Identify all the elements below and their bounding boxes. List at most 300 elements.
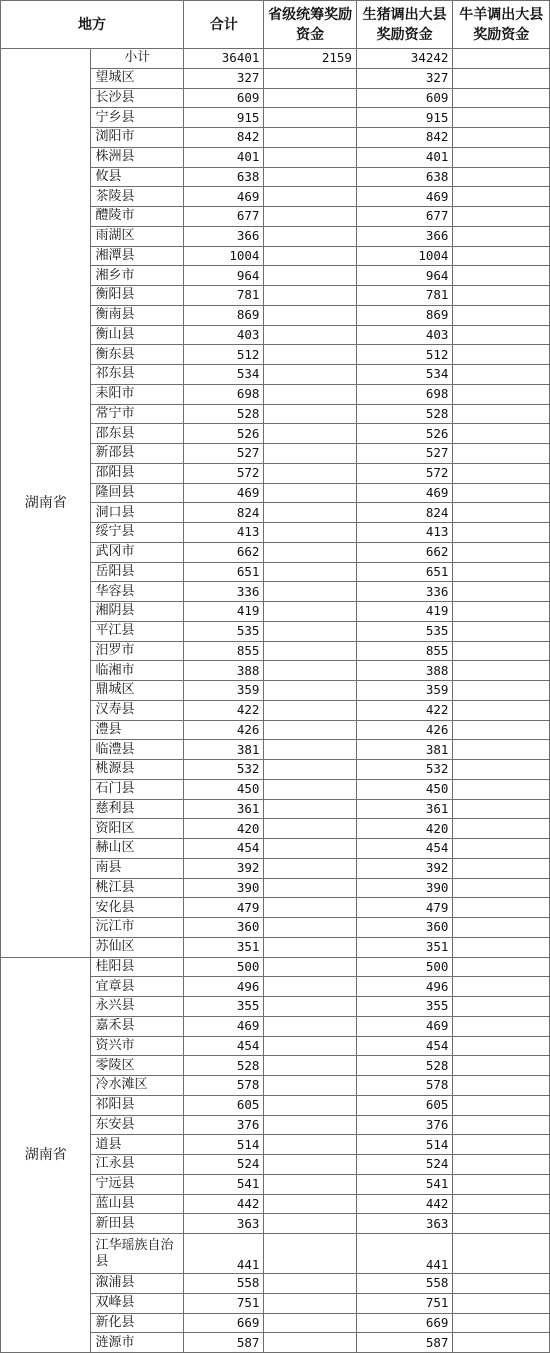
pig-cell: 454: [356, 1036, 453, 1056]
total-cell: 413: [183, 523, 263, 543]
cattle-cell: [453, 1234, 550, 1274]
provincial-cell: [264, 365, 357, 385]
county-name: 衡东县: [91, 345, 184, 365]
provincial-cell: [264, 1036, 357, 1056]
county-name: 雨湖区: [91, 226, 184, 246]
total-cell: 363: [183, 1214, 263, 1234]
pig-cell: 366: [356, 226, 453, 246]
county-name: 嘉禾县: [91, 1016, 184, 1036]
cattle-cell: [453, 88, 550, 108]
county-name: 资阳区: [91, 819, 184, 839]
total-cell: 534: [183, 365, 263, 385]
county-name: 东安县: [91, 1115, 184, 1135]
provincial-cell: [264, 898, 357, 918]
pig-cell: 528: [356, 404, 453, 424]
total-cell: 638: [183, 167, 263, 187]
provincial-cell: [264, 384, 357, 404]
cattle-cell: [453, 226, 550, 246]
cattle-cell: [453, 681, 550, 701]
total-cell: 361: [183, 799, 263, 819]
cattle-cell: [453, 977, 550, 997]
total-cell: 651: [183, 562, 263, 582]
county-name: 邵阳县: [91, 463, 184, 483]
county-name: 安化县: [91, 898, 184, 918]
subtotal-row: [1, 49, 550, 69]
cattle-cell: [453, 542, 550, 562]
pig-cell: 413: [356, 523, 453, 543]
cattle-cell: [453, 582, 550, 602]
county-name: 浏阳市: [91, 128, 184, 148]
provincial-cell: [264, 88, 357, 108]
total-cell: 469: [183, 187, 263, 207]
county-name: 慈利县: [91, 799, 184, 819]
county-name: 宁乡县: [91, 108, 184, 128]
pig-cell: 558: [356, 1274, 453, 1294]
county-name: 桂阳县: [91, 957, 184, 977]
pig-cell: 441: [356, 1234, 453, 1274]
total-cell: 855: [183, 641, 263, 661]
pig-cell: 426: [356, 720, 453, 740]
cattle-cell: [453, 1056, 550, 1076]
cattle-cell: [453, 246, 550, 266]
cattle-cell: [453, 937, 550, 957]
county-name: 湘阴县: [91, 602, 184, 622]
total-cell: 751: [183, 1293, 263, 1313]
pig-cell: 512: [356, 345, 453, 365]
province-cell: 湖南省: [1, 957, 91, 1353]
cattle-cell: [453, 1293, 550, 1313]
county-name: 沅江市: [91, 918, 184, 938]
cattle-cell: [453, 266, 550, 286]
county-name: 永兴县: [91, 997, 184, 1017]
table-body: [1, 49, 550, 1353]
pig-cell: 361: [356, 799, 453, 819]
total-cell: 572: [183, 463, 263, 483]
provincial-cell: [264, 1115, 357, 1135]
cattle-cell: [453, 463, 550, 483]
total-cell: 441: [183, 1234, 263, 1274]
total-cell: 426: [183, 720, 263, 740]
cattle-cell: [453, 207, 550, 227]
total-cell: 514: [183, 1135, 263, 1155]
pig-cell: 869: [356, 305, 453, 325]
provincial-cell: [264, 858, 357, 878]
pig-cell: 401: [356, 147, 453, 167]
provincial-cell: [264, 1155, 357, 1175]
provincial-cell: [264, 740, 357, 760]
county-name: 江永县: [91, 1155, 184, 1175]
cattle-cell: [453, 1095, 550, 1115]
provincial-cell: [264, 641, 357, 661]
pig-cell: 532: [356, 760, 453, 780]
cattle-cell: [453, 779, 550, 799]
total-cell: 527: [183, 444, 263, 464]
pig-cell: 479: [356, 898, 453, 918]
provincial-cell: [264, 661, 357, 681]
table-row: [1, 957, 550, 977]
county-name: 醴陵市: [91, 207, 184, 227]
cattle-cell: [453, 68, 550, 88]
provincial-cell: [264, 305, 357, 325]
pig-cell: 526: [356, 424, 453, 444]
header-region: 地方: [1, 1, 184, 49]
pig-cell: 514: [356, 1135, 453, 1155]
provincial-cell: [264, 246, 357, 266]
cattle-cell: [453, 1135, 550, 1155]
total-cell: 469: [183, 483, 263, 503]
county-name: 冷水滩区: [91, 1076, 184, 1096]
cattle-cell: [453, 424, 550, 444]
pig-cell: 528: [356, 1056, 453, 1076]
provincial-cell: [264, 1056, 357, 1076]
header-total: 合计: [183, 1, 263, 49]
cattle-cell: [453, 997, 550, 1017]
total-cell: 403: [183, 325, 263, 345]
county-name: 零陵区: [91, 1056, 184, 1076]
pig-cell: 390: [356, 878, 453, 898]
provincial-cell: [264, 424, 357, 444]
county-name: 澧县: [91, 720, 184, 740]
provincial-cell: [264, 799, 357, 819]
county-name: 新化县: [91, 1313, 184, 1333]
cattle-cell: [453, 1016, 550, 1036]
total-cell: 496: [183, 977, 263, 997]
cattle-cell: [453, 957, 550, 977]
total-cell: 541: [183, 1174, 263, 1194]
provincial-cell: [264, 207, 357, 227]
total-cell: 401: [183, 147, 263, 167]
pig-cell: 420: [356, 819, 453, 839]
pig-cell: 698: [356, 384, 453, 404]
provincial-cell: [264, 839, 357, 859]
pig-cell: 469: [356, 1016, 453, 1036]
county-name: 蓝山县: [91, 1194, 184, 1214]
provincial-cell: [264, 977, 357, 997]
total-cell: 535: [183, 621, 263, 641]
pig-cell: 638: [356, 167, 453, 187]
county-name: 耒阳市: [91, 384, 184, 404]
cattle-cell: [453, 523, 550, 543]
total-cell: 355: [183, 997, 263, 1017]
header-provincial: 省级统筹奖励资金: [264, 1, 357, 49]
province-cell: 湖南省: [1, 49, 91, 958]
total-cell: 662: [183, 542, 263, 562]
provincial-cell: [264, 957, 357, 977]
pig-cell: 855: [356, 641, 453, 661]
county-name: 湘乡市: [91, 266, 184, 286]
pig-cell: 915: [356, 108, 453, 128]
total-cell: 454: [183, 839, 263, 859]
total-cell: 388: [183, 661, 263, 681]
cattle-cell: [453, 187, 550, 207]
county-name: 南县: [91, 858, 184, 878]
county-name: 祁东县: [91, 365, 184, 385]
provincial-cell: [264, 404, 357, 424]
subtotal-label: 小计: [91, 49, 184, 69]
total-cell: 528: [183, 404, 263, 424]
pig-cell: 388: [356, 661, 453, 681]
total-cell: 558: [183, 1274, 263, 1294]
provincial-cell: [264, 602, 357, 622]
pig-cell: 392: [356, 858, 453, 878]
cattle-cell: [453, 108, 550, 128]
total-cell: 469: [183, 1016, 263, 1036]
total-cell: 532: [183, 760, 263, 780]
cattle-cell: [453, 878, 550, 898]
total-cell: 824: [183, 503, 263, 523]
pig-cell: 662: [356, 542, 453, 562]
total-cell: 36401: [183, 49, 263, 69]
pig-cell: 677: [356, 207, 453, 227]
pig-cell: 419: [356, 602, 453, 622]
pig-cell: 587: [356, 1333, 453, 1353]
county-name: 岳阳县: [91, 562, 184, 582]
county-name: 双峰县: [91, 1293, 184, 1313]
county-name: 隆回县: [91, 483, 184, 503]
provincial-cell: [264, 483, 357, 503]
total-cell: 392: [183, 858, 263, 878]
total-cell: 781: [183, 286, 263, 306]
cattle-cell: [453, 621, 550, 641]
cattle-cell: [453, 345, 550, 365]
provincial-cell: [264, 1333, 357, 1353]
county-name: 湘潭县: [91, 246, 184, 266]
cattle-cell: [453, 1036, 550, 1056]
provincial-cell: [264, 1234, 357, 1274]
total-cell: 442: [183, 1194, 263, 1214]
cattle-cell: [453, 1194, 550, 1214]
pig-cell: 355: [356, 997, 453, 1017]
cattle-cell: [453, 1274, 550, 1294]
header-cattle: 牛羊调出大县奖励资金: [453, 1, 550, 49]
cattle-cell: [453, 1174, 550, 1194]
county-name: 衡山县: [91, 325, 184, 345]
cattle-cell: [453, 602, 550, 622]
cattle-cell: [453, 483, 550, 503]
total-cell: 479: [183, 898, 263, 918]
cattle-cell: [453, 384, 550, 404]
provincial-cell: [264, 542, 357, 562]
provincial-cell: [264, 1194, 357, 1214]
total-cell: 366: [183, 226, 263, 246]
provincial-cell: [264, 128, 357, 148]
total-cell: 524: [183, 1155, 263, 1175]
pig-cell: 469: [356, 483, 453, 503]
county-name: 祁阳县: [91, 1095, 184, 1115]
total-cell: 327: [183, 68, 263, 88]
total-cell: 677: [183, 207, 263, 227]
pig-cell: 376: [356, 1115, 453, 1135]
total-cell: 512: [183, 345, 263, 365]
pig-cell: 469: [356, 187, 453, 207]
county-name: 汨罗市: [91, 641, 184, 661]
cattle-cell: [453, 562, 550, 582]
total-cell: 869: [183, 305, 263, 325]
county-name: 长沙县: [91, 88, 184, 108]
county-name: 石门县: [91, 779, 184, 799]
provincial-cell: [264, 1214, 357, 1234]
county-name: 邵东县: [91, 424, 184, 444]
cattle-cell: [453, 819, 550, 839]
provincial-cell: [264, 444, 357, 464]
cattle-cell: [453, 760, 550, 780]
pig-cell: 534: [356, 365, 453, 385]
total-cell: 336: [183, 582, 263, 602]
pig-cell: 359: [356, 681, 453, 701]
total-cell: 419: [183, 602, 263, 622]
pig-cell: 669: [356, 1313, 453, 1333]
pig-cell: 496: [356, 977, 453, 997]
pig-cell: 327: [356, 68, 453, 88]
county-name: 鼎城区: [91, 681, 184, 701]
cattle-cell: [453, 700, 550, 720]
cattle-cell: [453, 641, 550, 661]
provincial-cell: [264, 503, 357, 523]
county-name: 桃江县: [91, 878, 184, 898]
cattle-cell: [453, 1313, 550, 1333]
county-name: 衡南县: [91, 305, 184, 325]
county-name: 宜章县: [91, 977, 184, 997]
county-name: 平江县: [91, 621, 184, 641]
provincial-cell: [264, 819, 357, 839]
header-pig: 生猪调出大县奖励资金: [356, 1, 453, 49]
total-cell: 360: [183, 918, 263, 938]
county-name: 溆浦县: [91, 1274, 184, 1294]
pig-cell: 524: [356, 1155, 453, 1175]
total-cell: 528: [183, 1056, 263, 1076]
provincial-cell: [264, 167, 357, 187]
county-name: 衡阳县: [91, 286, 184, 306]
county-name: 常宁市: [91, 404, 184, 424]
provincial-cell: [264, 1174, 357, 1194]
provincial-cell: [264, 562, 357, 582]
total-cell: 454: [183, 1036, 263, 1056]
provincial-cell: [264, 1313, 357, 1333]
cattle-cell: [453, 898, 550, 918]
county-name: 株洲县: [91, 147, 184, 167]
total-cell: 842: [183, 128, 263, 148]
provincial-cell: [264, 68, 357, 88]
county-name: 桃源县: [91, 760, 184, 780]
cattle-cell: [453, 305, 550, 325]
provincial-cell: [264, 286, 357, 306]
pig-cell: 541: [356, 1174, 453, 1194]
provincial-cell: [264, 147, 357, 167]
provincial-cell: [264, 621, 357, 641]
provincial-cell: 2159: [264, 49, 357, 69]
pig-cell: 500: [356, 957, 453, 977]
provincial-cell: [264, 523, 357, 543]
total-cell: 422: [183, 700, 263, 720]
county-name: 资兴市: [91, 1036, 184, 1056]
pig-cell: 824: [356, 503, 453, 523]
provincial-cell: [264, 1135, 357, 1155]
county-name: 新邵县: [91, 444, 184, 464]
total-cell: 609: [183, 88, 263, 108]
cattle-cell: [453, 404, 550, 424]
county-name: 道县: [91, 1135, 184, 1155]
provincial-cell: [264, 681, 357, 701]
cattle-cell: [453, 365, 550, 385]
header-row: [1, 1, 550, 49]
provincial-cell: [264, 1293, 357, 1313]
provincial-cell: [264, 325, 357, 345]
total-cell: 964: [183, 266, 263, 286]
provincial-cell: [264, 918, 357, 938]
total-cell: 526: [183, 424, 263, 444]
cattle-cell: [453, 128, 550, 148]
total-cell: 587: [183, 1333, 263, 1353]
provincial-cell: [264, 878, 357, 898]
pig-cell: 442: [356, 1194, 453, 1214]
cattle-cell: [453, 1076, 550, 1096]
total-cell: 915: [183, 108, 263, 128]
county-name: 汉寿县: [91, 700, 184, 720]
provincial-cell: [264, 700, 357, 720]
pig-cell: 609: [356, 88, 453, 108]
pig-cell: 781: [356, 286, 453, 306]
provincial-cell: [264, 1095, 357, 1115]
provincial-cell: [264, 720, 357, 740]
total-cell: 1004: [183, 246, 263, 266]
pig-cell: 527: [356, 444, 453, 464]
provincial-cell: [264, 1274, 357, 1294]
county-name: 苏仙区: [91, 937, 184, 957]
total-cell: 359: [183, 681, 263, 701]
total-cell: 698: [183, 384, 263, 404]
cattle-cell: [453, 1115, 550, 1135]
county-name: 洞口县: [91, 503, 184, 523]
cattle-cell: [453, 1333, 550, 1353]
county-name: 江华瑶族自治县: [91, 1234, 184, 1274]
county-name: 绥宁县: [91, 523, 184, 543]
pig-cell: 34242: [356, 49, 453, 69]
provincial-cell: [264, 345, 357, 365]
provincial-cell: [264, 463, 357, 483]
pig-cell: 363: [356, 1214, 453, 1234]
provincial-cell: [264, 1016, 357, 1036]
county-name: 望城区: [91, 68, 184, 88]
total-cell: 578: [183, 1076, 263, 1096]
pig-cell: 381: [356, 740, 453, 760]
county-name: 武冈市: [91, 542, 184, 562]
provincial-cell: [264, 582, 357, 602]
cattle-cell: [453, 858, 550, 878]
cattle-cell: [453, 325, 550, 345]
pig-cell: 336: [356, 582, 453, 602]
cattle-cell: [453, 167, 550, 187]
total-cell: 351: [183, 937, 263, 957]
total-cell: 390: [183, 878, 263, 898]
pig-cell: 454: [356, 839, 453, 859]
pig-cell: 422: [356, 700, 453, 720]
pig-cell: 578: [356, 1076, 453, 1096]
total-cell: 669: [183, 1313, 263, 1333]
total-cell: 450: [183, 779, 263, 799]
provincial-cell: [264, 226, 357, 246]
provincial-cell: [264, 997, 357, 1017]
cattle-cell: [453, 839, 550, 859]
county-name: 华容县: [91, 582, 184, 602]
cattle-cell: [453, 1155, 550, 1175]
provincial-cell: [264, 266, 357, 286]
county-name: 新田县: [91, 1214, 184, 1234]
cattle-cell: [453, 147, 550, 167]
pig-cell: 1004: [356, 246, 453, 266]
county-name: 临澧县: [91, 740, 184, 760]
pig-cell: 751: [356, 1293, 453, 1313]
pig-cell: 964: [356, 266, 453, 286]
